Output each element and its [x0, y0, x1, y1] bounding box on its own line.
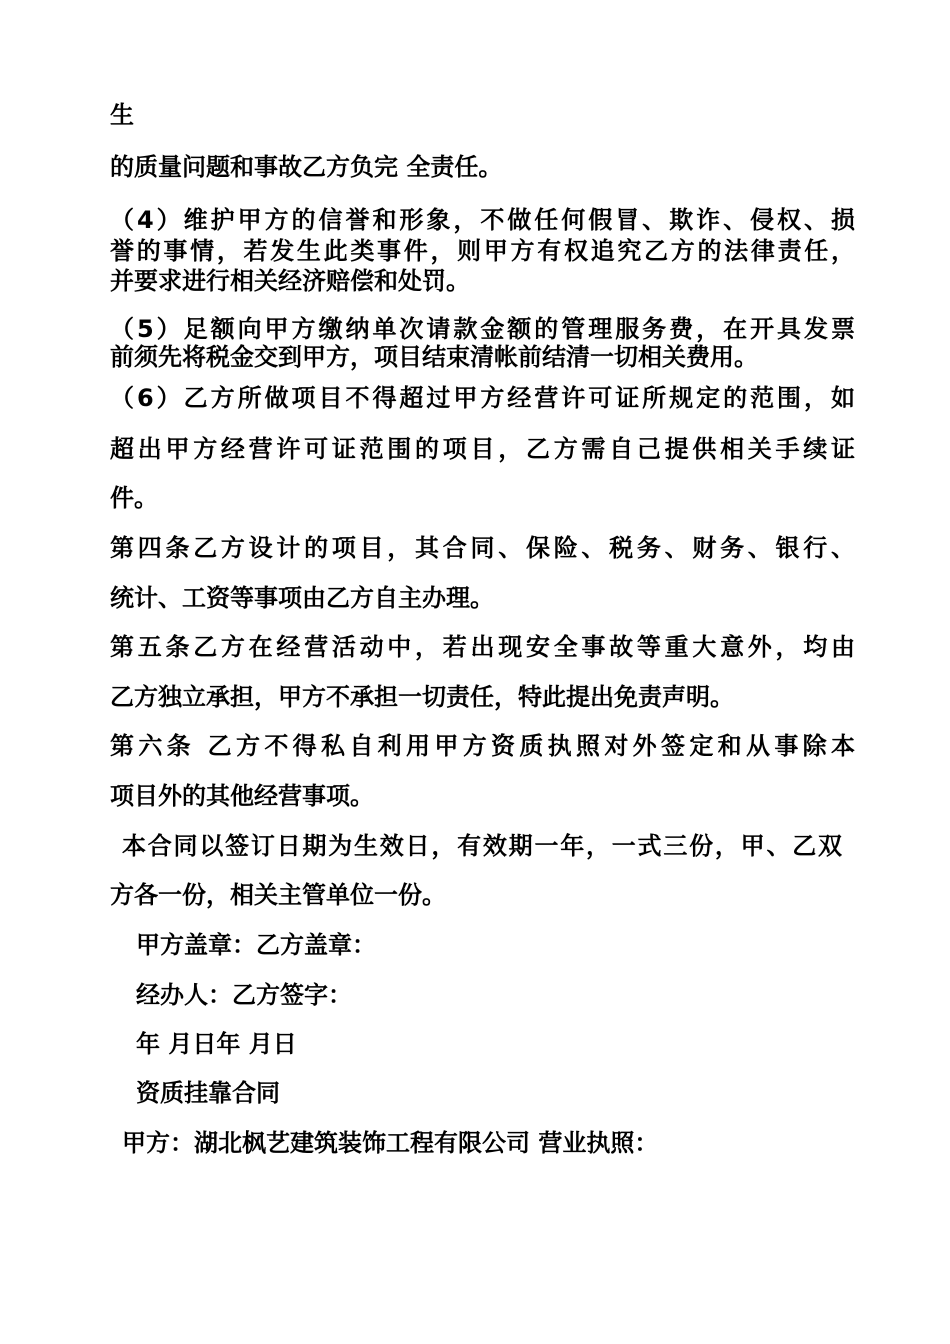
text-line: 甲方盖章：乙方盖章：	[136, 931, 376, 959]
text-line: 生	[110, 101, 134, 129]
text-line: （4）维护甲方的信誉和形象，不做任何假冒、欺诈、侵权、损	[110, 206, 855, 234]
text-line: 统计、工资等事项由乙方自主办理。	[110, 584, 494, 612]
text-line: 方各一份，相关主管单位一份。	[110, 881, 446, 909]
text-line: 前须先将税金交到甲方，项目结束清帐前结清一切相关费用。	[110, 343, 758, 371]
text-line: 件。	[110, 484, 158, 512]
text-line: 乙方独立承担，甲方不承担一切责任，特此提出免责声明。	[110, 683, 734, 711]
text-line: 誉的事情，若发生此类事件，则甲方有权追究乙方的法律责任，	[110, 237, 855, 265]
text-line: 经办人：乙方签字：	[136, 981, 352, 1009]
text-line: 资质挂靠合同	[136, 1079, 280, 1107]
text-line: （6）乙方所做项目不得超过甲方经营许可证所规定的范围，如	[110, 384, 855, 412]
text-line: （5）足额向甲方缴纳单次请款金额的管理服务费，在开具发票	[110, 315, 855, 343]
text-line: 年 月日年 月日	[136, 1030, 297, 1058]
text-line: 第六条 乙方不得私自利用甲方资质执照对外签定和从事除本	[110, 732, 855, 760]
text-line: 并要求进行相关经济赔偿和处罚。	[110, 267, 470, 295]
text-line: 本合同以签订日期为生效日，有效期一年，一式三份，甲、乙双	[122, 832, 842, 860]
text-line: 的质量问题和事故乙方负完 全责任。	[110, 153, 503, 181]
text-line: 第四条乙方设计的项目，其合同、保险、税务、财务、银行、	[110, 534, 855, 562]
text-line: 超出甲方经营许可证范围的项目，乙方需自己提供相关手续证	[110, 435, 855, 463]
text-line: 第五条乙方在经营活动中，若出现安全事故等重大意外，均由	[110, 633, 855, 661]
text-line: 项目外的其他经营事项。	[110, 782, 374, 810]
text-line: 甲方：湖北枫艺建筑装饰工程有限公司 营业执照：	[122, 1129, 659, 1157]
